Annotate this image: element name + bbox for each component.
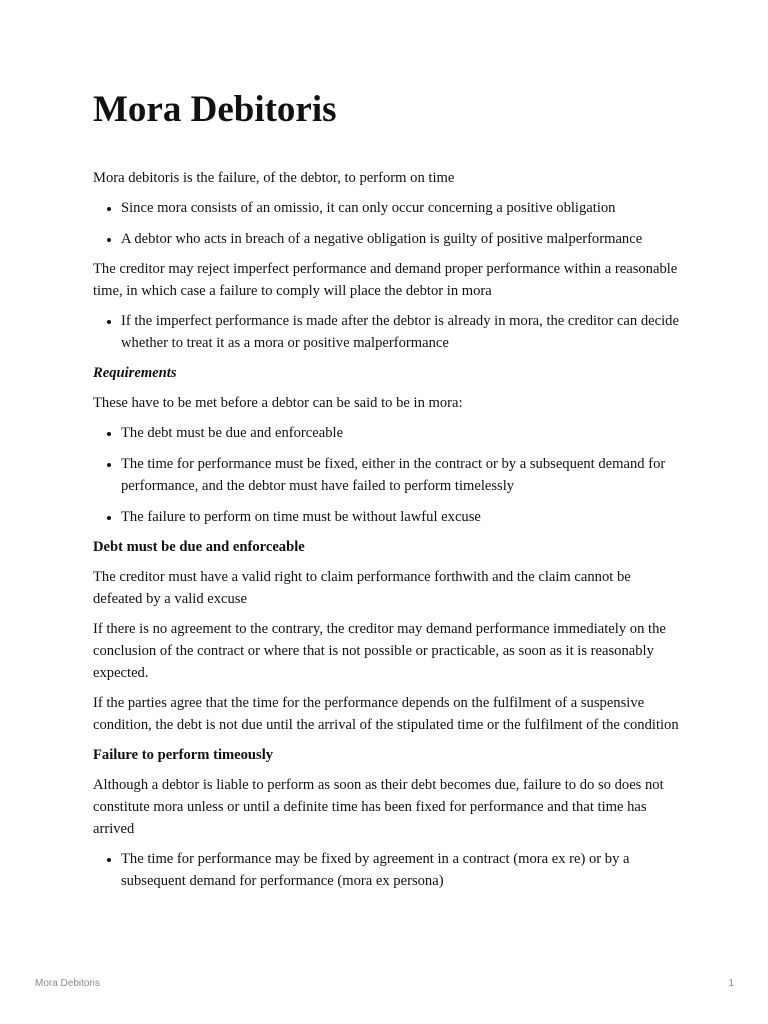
- document-body: [93, 167, 683, 900]
- paragraph-imperfect-performance: The creditor may reject imperfect performance and demand proper performance within a reasonable time, in which case a failure to comply will place the debtor in mora: [93, 261, 678, 299]
- paragraph-no-agreement: If there is no agreement to the contrary, the creditor may demand performance immediately on the conclusion of the contract or where that is not possible or practicable, as soon as it is reasonably expected.: [93, 621, 666, 681]
- paragraph-requirements-intro: These have to be met before a debtor can be said to be in mora:: [93, 395, 463, 411]
- bullet-list-definition: [93, 197, 683, 250]
- list-item: • A debtor who acts in breach of a negative obligation is guilty of positive malperformance: [121, 228, 683, 250]
- page-number: 1: [728, 978, 734, 989]
- list-item: • The time for performance must be fixed, either in the contract or by a subsequent demand for performance, and the debtor must have failed to perform timelessly: [121, 453, 683, 497]
- paragraph-liable-to-perform: Although a debtor is liable to perform as soon as their debt becomes due, failure to do so does not constitute mora unless or until a definite time has been fixed for performance and that time has arrived: [93, 777, 664, 837]
- paragraph-valid-right: The creditor must have a valid right to claim performance forthwith and the claim cannot be defeated by a valid excuse: [93, 569, 631, 607]
- paragraph-definition: Mora debitoris is the failure, of the debtor, to perform on time: [93, 170, 455, 186]
- page-footer: [0, 978, 768, 992]
- section-heading-timeous: Failure to perform timeously: [93, 747, 274, 763]
- bullet-list-imperfect-performance: [93, 310, 683, 354]
- paragraph-suspensive-condition: If the parties agree that the time for the performance depends on the fulfilment of a suspensive condition, the debt is not due until the arrival of the stipulated time or the fulfilment of the condition: [93, 695, 679, 733]
- list-item: • The time for performance may be fixed by agreement in a contract (mora ex re) or by a subsequent demand for performance (mora ex persona): [121, 848, 683, 892]
- section-heading-due-enforceable: Debt must be due and enforceable: [93, 539, 305, 555]
- bullet-list-timeous: [93, 848, 683, 892]
- footer-title: Mora Debitoris: [35, 978, 101, 989]
- bullet-list-requirements: [93, 422, 683, 528]
- list-item: • The debt must be due and enforceable: [121, 422, 683, 444]
- page-title: Mora Debitoris: [93, 89, 337, 130]
- list-item: • If the imperfect performance is made after the debtor is already in mora, the creditor can decide whether to treat it as a mora or positive malperformance: [121, 310, 683, 354]
- list-item: • The failure to perform on time must be without lawful excuse: [121, 506, 683, 528]
- list-item: • Since mora consists of an omissio, it can only occur concerning a positive obligation: [121, 197, 683, 219]
- section-heading-requirements: Requirements: [93, 365, 177, 381]
